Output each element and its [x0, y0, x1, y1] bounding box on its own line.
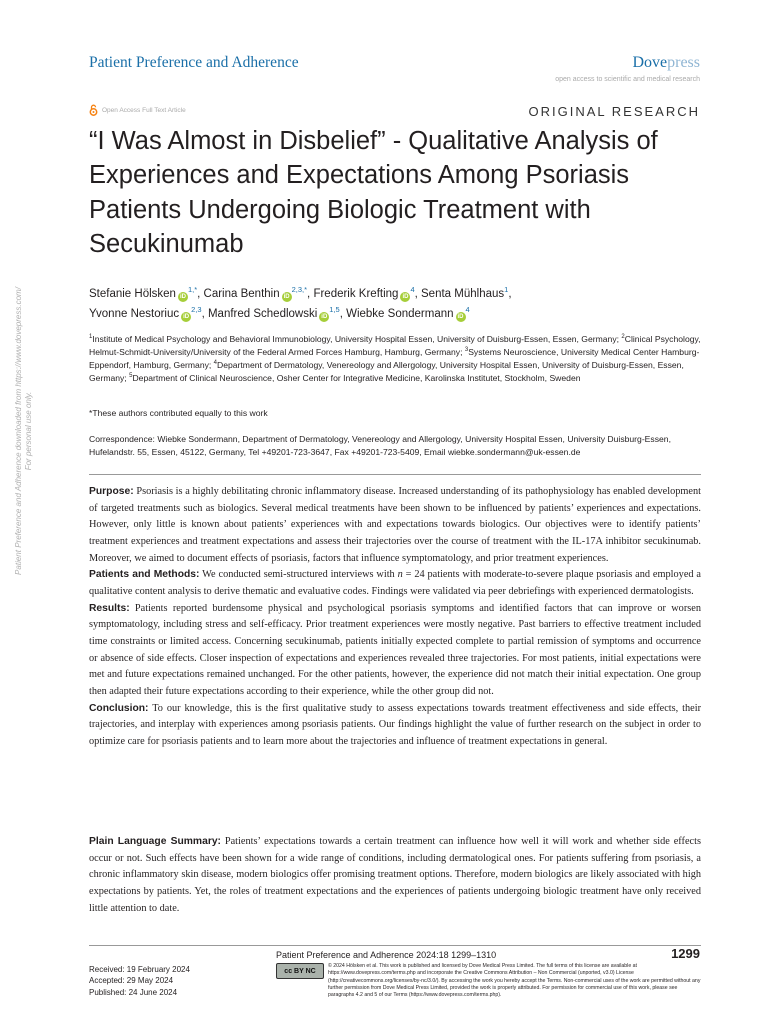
- methods-text-2: = 24 patients with moderate-to-severe plaque psoriasis and employed a qualitative content analysis to derive thematic and evaluative codes. Findings were validated via peer debriefings with experienced dermatologists.: [89, 569, 701, 598]
- affiliation-number: 1: [89, 334, 93, 341]
- affiliation-text: Clinical Psychology, Helmut-Schmidt-University/University of the Federal Armed Forces Hamburg, Hamburg, Germany;: [89, 334, 701, 358]
- pls-heading: Plain Language Summary:: [89, 836, 221, 847]
- orcid-icon[interactable]: iD: [321, 313, 328, 320]
- author-name: [89, 285, 198, 300]
- affiliations: [89, 333, 701, 385]
- orcid-icon[interactable]: iD: [179, 293, 186, 300]
- publisher-press: press: [667, 54, 700, 71]
- author-name-text: Manfred Schedlowski: [207, 307, 318, 320]
- open-access-label: Open Access Full Text Article: [102, 106, 186, 114]
- download-side-note: [14, 256, 34, 606]
- author-name-text: Stefanie Hölsken: [89, 287, 176, 300]
- author-name-text: Senta Mühlhaus: [421, 287, 505, 300]
- author-name-text: Frederik Krefting: [313, 287, 399, 300]
- author-affiliation-marker: 1,5: [329, 304, 340, 314]
- license-block: [276, 963, 701, 999]
- abstract: [89, 484, 701, 751]
- methods-text-1: We conducted semi-structured interviews with: [199, 569, 398, 581]
- author-name-text: Yvonne Nestoriuc: [89, 307, 180, 320]
- author-affiliation-marker: 1: [504, 285, 509, 294]
- abstract-purpose: [89, 484, 701, 567]
- methods-n-symbol: n: [397, 569, 403, 581]
- author-affiliation-marker: 2,3,*: [291, 285, 308, 294]
- license-text: © 2024 Hölsken et al. This work is published and licensed by Dove Medical Press Limited. The full terms of this license are available at https://www.dovepress.com/terms.php and incorporate the Creative Commons Attribution – Non Commercial (unported, v3.0) License (http://creativecommons.org/licenses/by-nc/3.0/). By accessing the work you hereby accept the Terms. Non-commercial uses of the work are permitted without any further permission from Dove Medical Press Limited, provided the work is properly attributed. For permission for commercial use of this work, please see paragraphs 4.2 and 5 of our Terms (https://www.dovepress.com/terms.php).: [328, 963, 701, 999]
- author-name: [207, 304, 340, 320]
- abstract-conclusion: [89, 701, 701, 751]
- open-access-lock-icon: [89, 104, 98, 116]
- affiliation-number: 2: [621, 334, 625, 341]
- author-name: [421, 285, 509, 300]
- author-affiliation-marker: 2,3: [191, 304, 202, 314]
- author-list: Stefanie Hölsken $iD^{1,*}$, Carina Benthin $iD^{2,3,*}$, Frederik Krefting $iD^4$, Senta Mühlhaus$^1$, Yvonne Nestoriuc iD$^{2,3}$, Manfred Schedlowski iD$^{1,5}$, Wiebke Sondermann $iD^4$: [89, 285, 512, 320]
- footer-dates: [89, 964, 190, 998]
- accepted-date: Accepted: 29 May 2024: [89, 976, 174, 986]
- author-name: [89, 304, 202, 320]
- purpose-text: Psoriasis is a highly debilitating chronic inflammatory disease. Increased understanding of its pathophysiology has enabled development of targeted treatments such as biologics. Several medical treatments have been shown to be influenced by patients’ experiences and expectations. However, only little is known about patients’ experiences with and expectations towards biologics. Our objectives were to identify patients’ treatment experiences and treatment expectations and assess their trajectories over the course of treatment with the IL-17A inhibitor secukinumab. Moreover, we aimed to document effects of psoriasis, factors that influence symptomatology, and prior treatment experiences.: [89, 486, 701, 564]
- page-number: 1299: [671, 946, 700, 961]
- author-affiliation-marker: 1,*: [187, 285, 198, 294]
- orcid-icon[interactable]: iD: [402, 293, 409, 300]
- journal-name[interactable]: Patient Preference and Adherence: [89, 54, 299, 71]
- orcid-icon[interactable]: iD: [183, 313, 190, 320]
- author-name-text: Carina Benthin: [203, 287, 280, 300]
- pls-text: Patients’ expectations towards a certain treatment can influence how well it will work and whether side effects occur or not. Such effects have been shown for a wide range of conditions, including dermatological ones. For patients suffering from psoriasis, a chronic inflammatory skin disease, modern biologics offer promising treatment options. Therefore, modern biologics are likely associated with high expectations by patients. Yet, the roles of treatment expectations and the experiences of patients undergoing biologic treatment have only received little attention to date.: [89, 836, 701, 914]
- side-note-line-1[interactable]: Patient Preference and Adherence downloaded from https://www.dovepress.com/: [14, 287, 23, 575]
- article-type: ORIGINAL RESEARCH: [528, 104, 700, 119]
- affiliation-text: Systems Neuroscience, University Medical Center Hamburg-Eppendorf, Hamburg, Germany;: [89, 347, 700, 371]
- orcid-icon[interactable]: iD: [457, 313, 464, 320]
- plain-language-summary: [89, 834, 701, 917]
- article-title: “I Was Almost in Disbelief” - Qualitative Analysis of Experiences and Expectations Among Psoriasis Patients Undergoing Biologic Treatment with Secukinumab: [89, 127, 658, 259]
- author-name: [313, 285, 415, 300]
- author-affiliation-marker: 4: [410, 285, 415, 294]
- methods-heading: Patients and Methods:: [89, 569, 200, 581]
- footer-divider: [89, 945, 701, 946]
- author-affiliation-marker: 4: [465, 304, 470, 314]
- conclusion-heading: Conclusion:: [89, 702, 149, 714]
- divider: [89, 474, 701, 475]
- affiliation-number: 3: [464, 347, 469, 354]
- abstract-results: [89, 601, 701, 701]
- author-name: [203, 285, 308, 300]
- footer-citation: Patient Preference and Adherence 2024:18 1299–1310: [276, 950, 497, 960]
- published-date: Published: 24 June 2024: [89, 987, 178, 997]
- open-access-badge: [89, 104, 186, 116]
- side-note-line-2: For personal use only.: [24, 391, 33, 471]
- equal-contribution-note: *These authors contributed equally to this work: [89, 408, 268, 418]
- author-name: [346, 304, 470, 320]
- publisher-tagline: open access to scientific and medical research: [555, 76, 700, 83]
- correspondence: Correspondence: Wiebke Sondermann, Department of Dermatology, Venereology and Allergology, University Hospital Essen, University Duisburg-Essen, Hufelandstr. 55, Essen, 45122, Germany, Tel +49201-723-3647, Fax +49201-723-5409, Email wiebke.sondermann@uk-essen.de: [89, 434, 671, 457]
- orcid-icon[interactable]: iD: [283, 293, 290, 300]
- publisher-logo[interactable]: [632, 54, 700, 72]
- author-name-text: Wiebke Sondermann: [346, 307, 454, 320]
- affiliation-text: Department of Clinical Neuroscience, Osher Center for Integrative Medicine, Karolinska Institutet, Stockholm, Sweden: [132, 373, 581, 384]
- results-heading: Results:: [89, 602, 130, 614]
- affiliation-text: Department of Dermatology, Venereology and Allergology, University Hospital Essen, University of Duisburg-Essen, Essen, Germany;: [89, 360, 684, 384]
- received-date: Received: 19 February 2024: [89, 965, 190, 974]
- cc-license-icon[interactable]: cc BY NC: [276, 963, 324, 979]
- publisher-dove: Dove: [632, 54, 668, 71]
- purpose-heading: Purpose:: [89, 486, 134, 497]
- affiliation-number: 4: [213, 360, 218, 367]
- results-text: Patients reported burdensome physical and psychological psoriasis symptoms and identified factors that can improve or worsen symptomatology, including stress and self-efficacy. Prior treatment experiences were mostly negative. Past barriers to effective treatment included time constraints or limited access. Concerning secukinumab, patients initially expected complete to partial remission of symptoms and occurrence or absence of side effects. Closer inspection of expectations and experiences revealed three trajectories. For most patients, initial expectations were met and future expectations remained unchanged. For the other patients, however, the experience did not match their initial expectation. One group then adapted their future expectations according to their experience, while the other group did not.: [89, 602, 701, 698]
- conclusion-text: To our knowledge, this is the first qualitative study to assess expectations towards treatment effectiveness and side effects, their trajectories, and interplay with experiences among psoriasis patients. Our findings highlight the value of further research on the subject in order to optimize care for psoriasis patients and to learn more about the trajectories and influence of treatment expectations in general.: [89, 702, 701, 748]
- abstract-methods: [89, 567, 701, 600]
- affiliation-text: Institute of Medical Psychology and Behavioral Immunobiology, University Hospital Essen, University of Duisburg-Essen, Essen, Germany;: [92, 334, 622, 344]
- affiliation-number: 5: [129, 373, 133, 380]
